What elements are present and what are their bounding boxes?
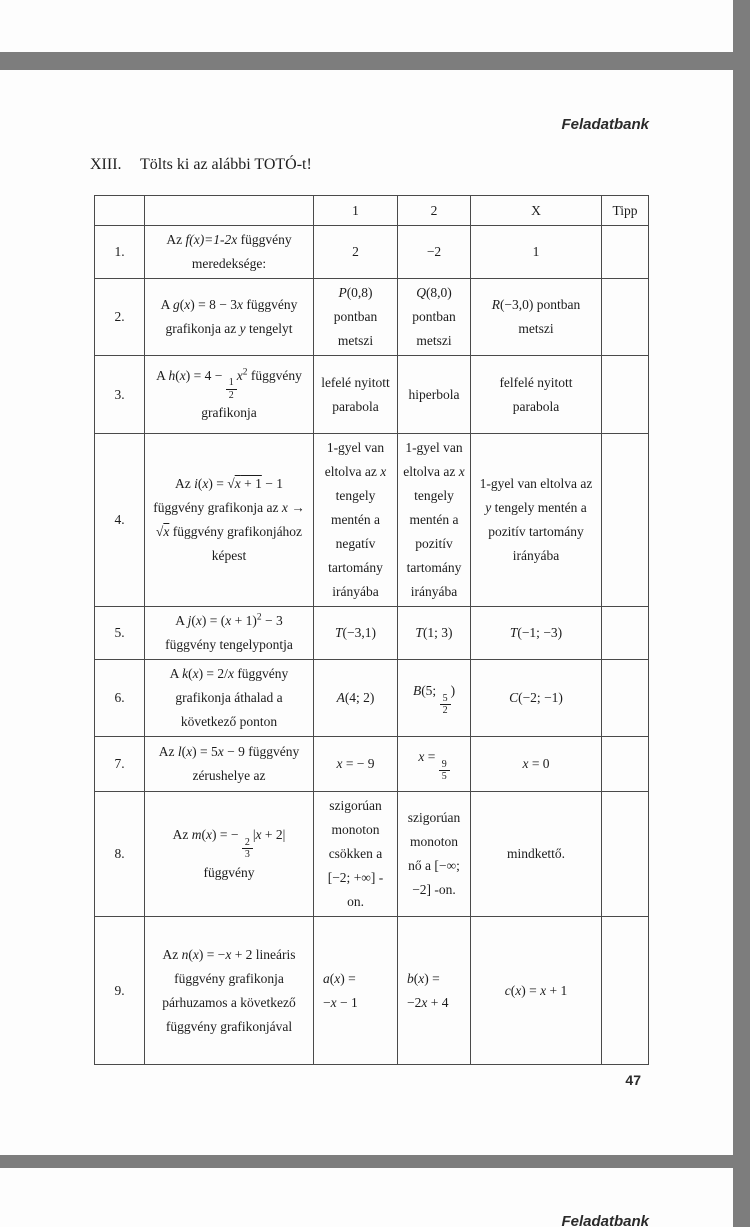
table-row	[95, 792, 649, 917]
answer-2-cell: −2	[398, 226, 471, 279]
header-empty-num	[95, 196, 145, 226]
answer-2-cell: x = $\frac{9}{5}$	[398, 737, 471, 792]
tipp-cell	[602, 607, 649, 660]
table-row	[95, 279, 649, 356]
row-number-cell: 2.	[95, 279, 145, 356]
tipp-cell	[602, 917, 649, 1065]
answer-2-cell: Q(8,0) pontban metszi	[398, 279, 471, 356]
answer-x-cell: c(x) = x + 1	[471, 917, 602, 1065]
question-cell: A h(x) = 4 − $\frac{1}{2}$ $x^2$ függvény grafikonja	[145, 356, 314, 434]
tipp-cell	[602, 434, 649, 607]
header-tipp: Tipp	[602, 196, 649, 226]
tipp-cell	[602, 356, 649, 434]
row-number-cell: 5.	[95, 607, 145, 660]
tipp-cell	[602, 660, 649, 737]
answer-2-cell: b(x) = −2x + 4	[398, 917, 471, 1065]
tipp-cell	[602, 279, 649, 356]
next-page-fragment	[0, 1168, 733, 1227]
answer-1-cell: T(−3,1)	[314, 607, 398, 660]
answer-x-cell: felfelé nyitott parabola	[471, 356, 602, 434]
question-cell: Az l(x) = 5x − 9 függvény zérushelye az	[145, 737, 314, 792]
header-option-2: 2	[398, 196, 471, 226]
question-cell: Az n(x) = −x + 2 lineáris függvény grafikonja párhuzamos a következő függvény grafikonjával	[145, 917, 314, 1065]
answer-2-cell: B(5; $\frac{5}{2}$ )	[398, 660, 471, 737]
section-number: XIII.	[90, 156, 122, 173]
answer-2-cell: T(1; 3)	[398, 607, 471, 660]
answer-1-cell: x = − 9	[314, 737, 398, 792]
answer-1-cell: A(4; 2)	[314, 660, 398, 737]
table-header-row	[95, 196, 649, 226]
answer-x-cell: C(−2; −1)	[471, 660, 602, 737]
answer-1-cell: 1-gyel van eltolva az x tengely mentén a negatív tartomány irányába	[314, 434, 398, 607]
question-cell: A k(x) = 2/x függvény grafikonja áthalad a következő ponton	[145, 660, 314, 737]
tipp-cell	[602, 226, 649, 279]
answer-1-cell: lefelé nyitott parabola	[314, 356, 398, 434]
answer-x-cell: T(−1; −3)	[471, 607, 602, 660]
section-heading	[90, 156, 312, 174]
header-empty-question	[145, 196, 314, 226]
table-row	[95, 737, 649, 792]
question-cell: Az m(x) = − $\frac{2}{3}$ |x + 2| függvény	[145, 792, 314, 917]
question-cell: Az f(x)=1-2x függvény meredeksége:	[145, 226, 314, 279]
answer-1-cell: szigorúan monoton csökken a [−2; +∞] - on.	[314, 792, 398, 917]
answer-x-cell: 1	[471, 226, 602, 279]
table-row	[95, 356, 649, 434]
answer-x-cell: R(−3,0) pontban metszi	[471, 279, 602, 356]
question-cell: A g(x) = 8 − 3x függvény grafikonja az y tengelyt	[145, 279, 314, 356]
table-row	[95, 660, 649, 737]
table-row	[95, 434, 649, 607]
answer-2-cell: hiperbola	[398, 356, 471, 434]
header-option-1: 1	[314, 196, 398, 226]
page-number: 47	[625, 1072, 641, 1088]
document-page	[0, 70, 733, 1155]
answer-1-cell: 2	[314, 226, 398, 279]
table-row	[95, 917, 649, 1065]
row-number-cell: 3.	[95, 356, 145, 434]
row-number-cell: 4.	[95, 434, 145, 607]
question-cell: A $j(x) = (x + 1)^2 - 3$ függvény tengelypontja	[145, 607, 314, 660]
answer-x-cell: mindkettő.	[471, 792, 602, 917]
running-title: Feladatbank	[561, 116, 649, 133]
row-number-cell: 7.	[95, 737, 145, 792]
row-number-cell: 6.	[95, 660, 145, 737]
question-cell: Az i(x) = √x + 1 − 1 függvény grafikonja az x → √x függvény grafikonjához képest	[145, 434, 314, 607]
answer-2-cell: szigorúan monoton nő a [−∞; −2] -on.	[398, 792, 471, 917]
answer-x-cell: 1-gyel van eltolva az y tengely mentén a pozitív tartomány irányába	[471, 434, 602, 607]
table-row	[95, 226, 649, 279]
answer-2-cell: 1-gyel van eltolva az x tengely mentén a pozitív tartomány irányába	[398, 434, 471, 607]
row-number-cell: 9.	[95, 917, 145, 1065]
row-number-cell: 1.	[95, 226, 145, 279]
tipp-cell	[602, 792, 649, 917]
toto-table-body	[95, 226, 649, 1065]
section-title: Tölts ki az alábbi TOTÓ-t!	[140, 156, 312, 173]
next-page-running-title: Feladatbank	[561, 1213, 649, 1227]
header-option-x: X	[471, 196, 602, 226]
toto-table	[94, 195, 649, 1065]
tipp-cell	[602, 737, 649, 792]
answer-1-cell: P(0,8) pontban metszi	[314, 279, 398, 356]
answer-x-cell: x = 0	[471, 737, 602, 792]
table-row	[95, 607, 649, 660]
previous-page-fragment	[0, 0, 733, 52]
answer-1-cell: a(x) = −x − 1	[314, 917, 398, 1065]
row-number-cell: 8.	[95, 792, 145, 917]
